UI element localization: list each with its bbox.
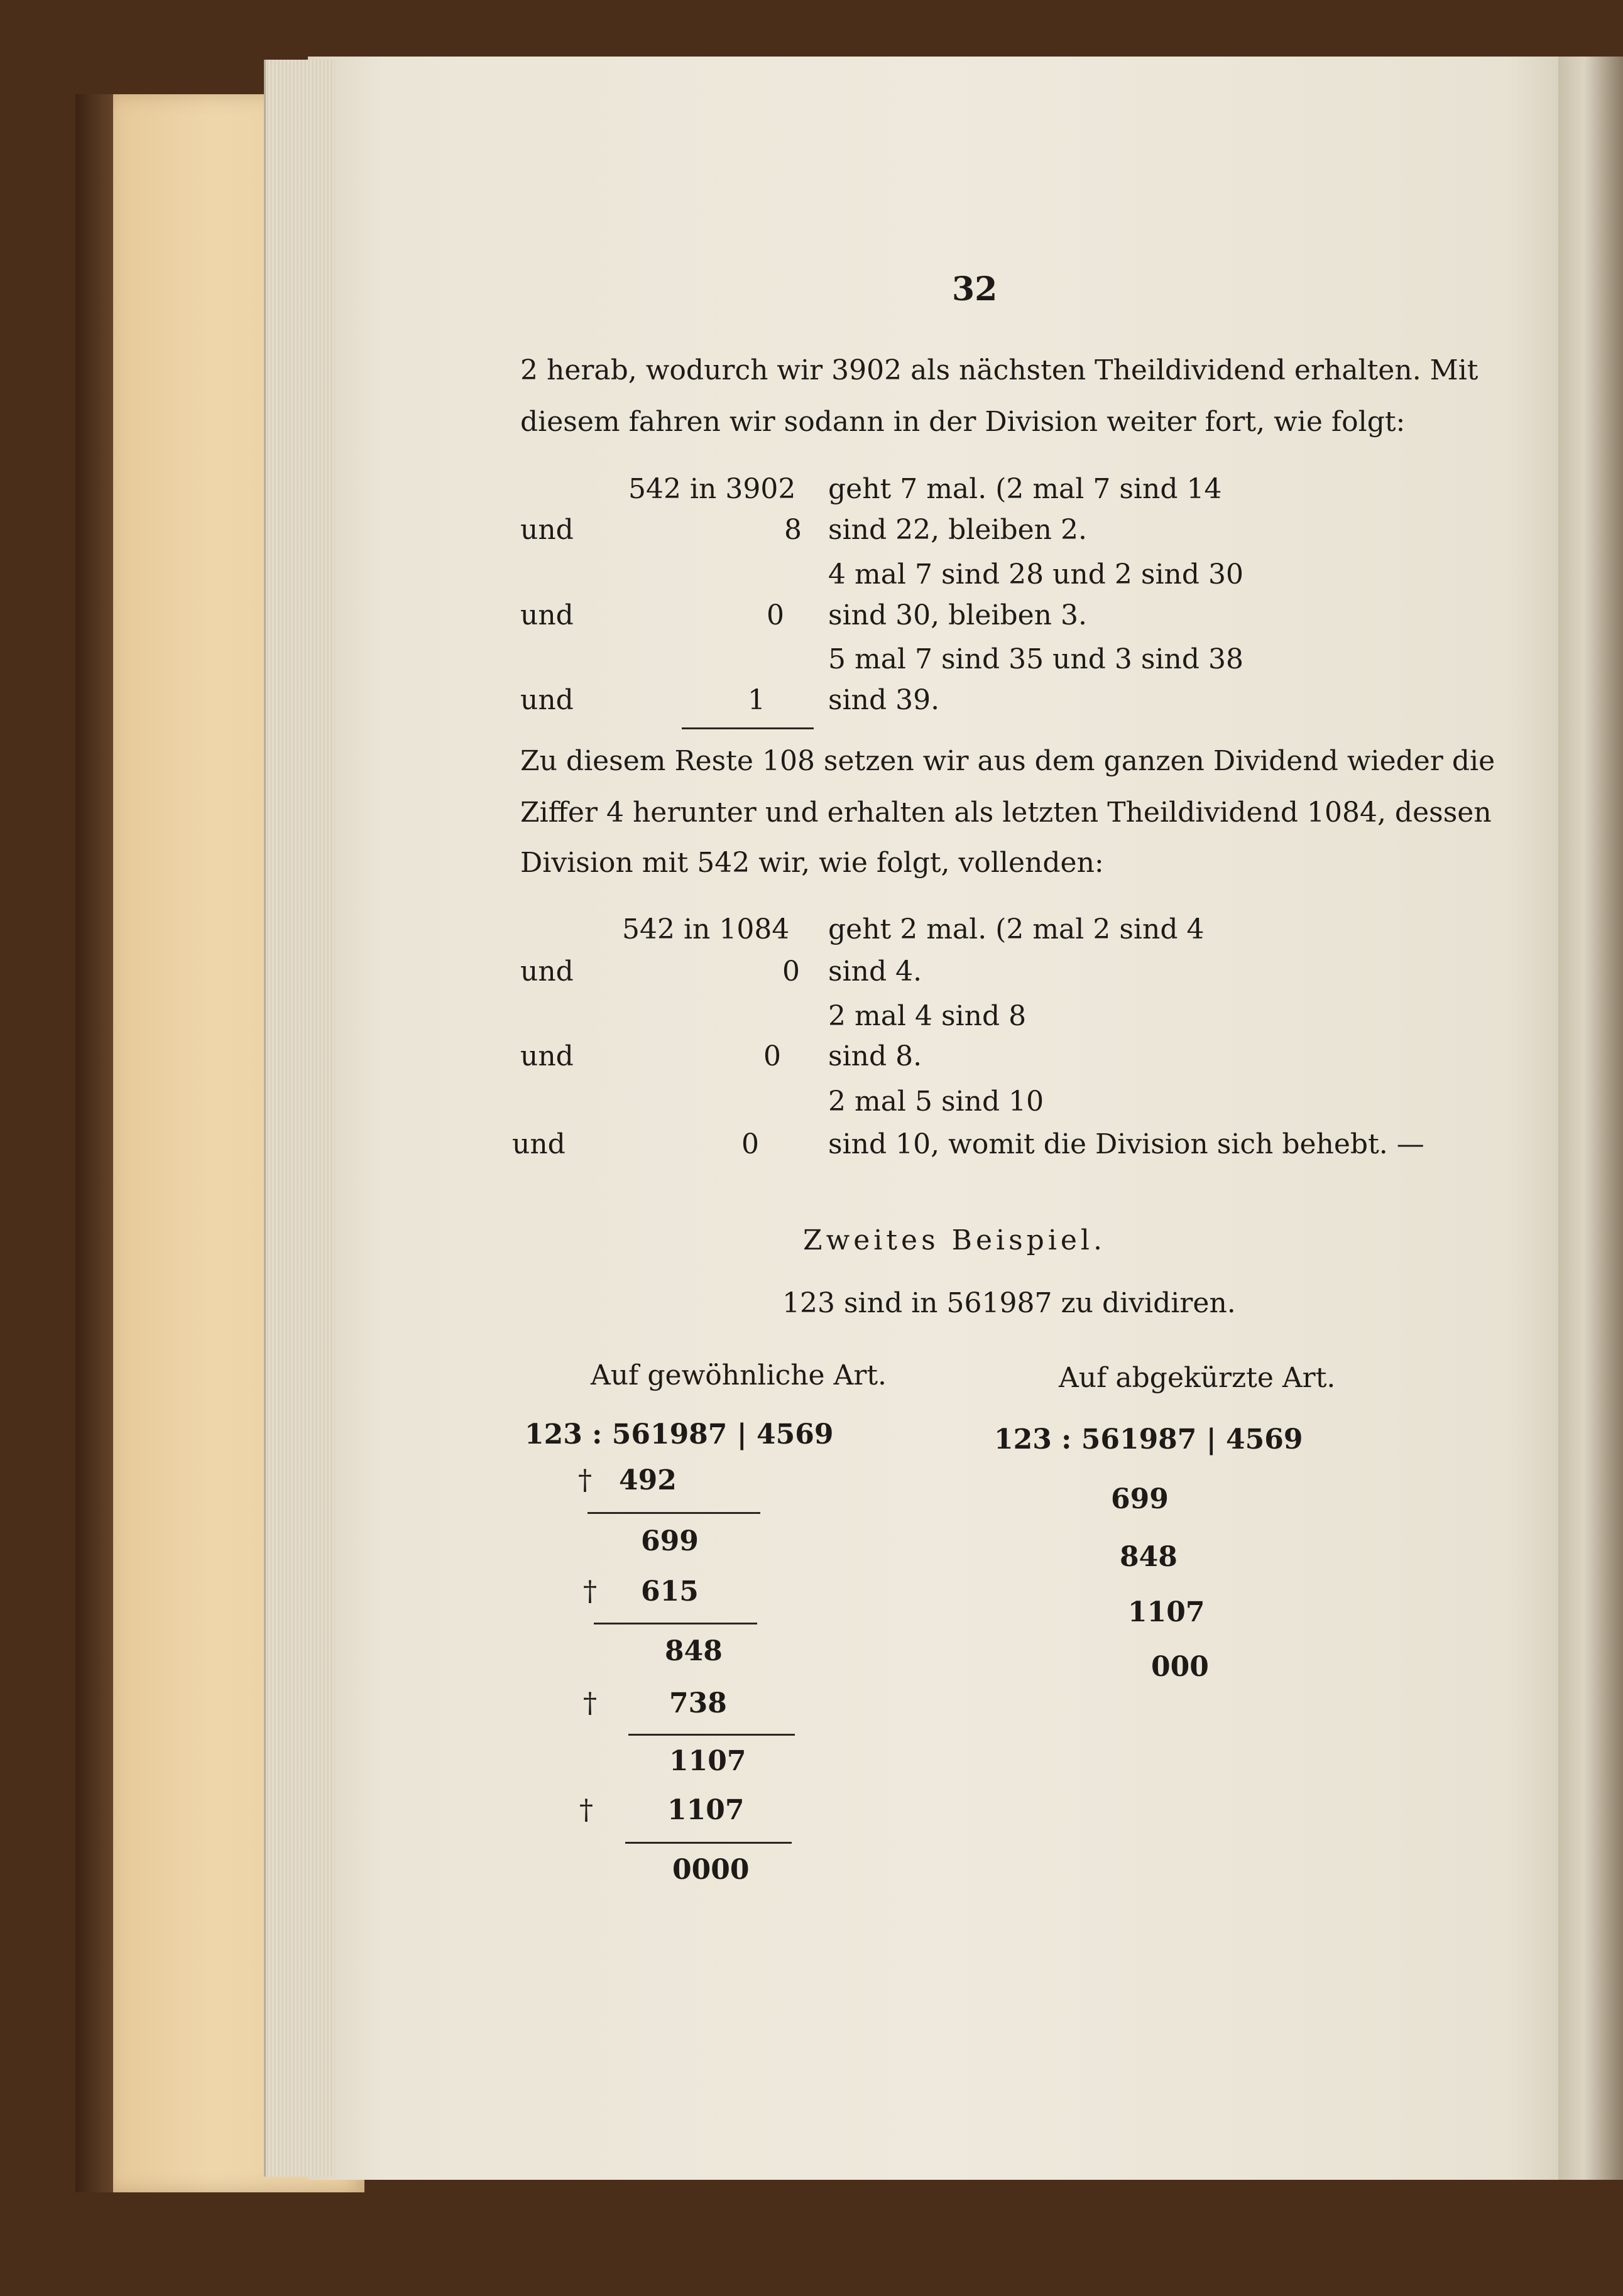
subtract-sign: †	[583, 1687, 597, 1719]
page-number: 32	[952, 270, 998, 308]
division-row-mid: 0	[767, 599, 784, 631]
division-row-mid: 542 in 3902	[628, 473, 796, 505]
facing-page-edge	[1558, 57, 1623, 2180]
subtract-sign: †	[579, 1794, 593, 1826]
example-heading: Zweites Beispiel.	[803, 1224, 1106, 1256]
division-row-mid: 0	[782, 955, 800, 987]
ordinary-value: 738	[669, 1687, 727, 1719]
paragraph-line: diesem fahren wir sodann in der Division weiter fort, wie folgt:	[520, 406, 1406, 438]
division-row-text: sind 39.	[828, 684, 940, 716]
division-row-text: sind 10, womit die Division sich behebt. —	[828, 1128, 1424, 1160]
abbreviated-header: 123 : 561987 | 4569	[994, 1423, 1303, 1455]
division-row-text: sind 30, bleiben 3.	[828, 599, 1087, 631]
division-row-mid: 0	[763, 1040, 781, 1072]
ordinary-value: 699	[641, 1525, 699, 1557]
ordinary-header: 123 : 561987 | 4569	[525, 1418, 834, 1450]
example-task: 123 sind in 561987 zu dividiren.	[782, 1287, 1236, 1319]
division-row-und: und	[520, 684, 574, 716]
division-row-mid: 8	[784, 514, 802, 546]
ordinary-value: 0000	[672, 1854, 750, 1886]
division-row-und: und	[520, 1040, 574, 1072]
abbreviated-value: 000	[1151, 1651, 1209, 1683]
abbreviated-value: 848	[1120, 1541, 1178, 1573]
division-row-mid: 1	[748, 684, 765, 716]
ordinary-value: 615	[641, 1575, 699, 1608]
ordinary-value: 1107	[669, 1745, 746, 1777]
division-row-und: und	[520, 514, 574, 546]
division-row-und: und	[520, 955, 574, 987]
division-row-mid: 0	[741, 1128, 759, 1160]
division-row-mid: 542 in 1084	[622, 913, 790, 945]
division-row-und: und	[512, 1128, 566, 1160]
abbreviated-value: 699	[1111, 1483, 1169, 1515]
division-row-text: sind 4.	[828, 955, 922, 987]
division-row-text: geht 2 mal. (2 mal 2 sind 4	[828, 913, 1205, 945]
division-row-text: 5 mal 7 sind 35 und 3 sind 38	[828, 643, 1244, 675]
ordinary-title: Auf gewöhnliche Art.	[591, 1359, 887, 1391]
division-row-text: geht 7 mal. (2 mal 7 sind 14	[828, 473, 1222, 505]
subtract-sign: †	[578, 1464, 592, 1496]
division-row-text: 2 mal 4 sind 8	[828, 1000, 1027, 1032]
ordinary-value: 1107	[667, 1794, 745, 1826]
paragraph-line: 2 herab, wodurch wir 3902 als nächsten Theildividend erhalten. Mit	[520, 354, 1478, 386]
ordinary-rule	[587, 1512, 760, 1514]
ordinary-rule	[625, 1842, 792, 1844]
ordinary-value: 492	[619, 1464, 677, 1496]
subtract-sign: †	[583, 1575, 597, 1608]
paragraph-line: Ziffer 4 herunter und erhalten als letzten Theildividend 1084, dessen	[520, 797, 1492, 829]
division-row-text: 4 mal 7 sind 28 und 2 sind 30	[828, 558, 1244, 590]
abbreviated-title: Auf abgekürzte Art.	[1059, 1362, 1336, 1394]
division-row-text: sind 22, bleiben 2.	[828, 514, 1087, 546]
paragraph-line: Zu diesem Reste 108 setzen wir aus dem ganzen Dividend wieder die	[520, 745, 1495, 777]
ordinary-rule	[594, 1623, 757, 1624]
division-row-und: und	[520, 599, 574, 631]
abbreviated-value: 1107	[1128, 1596, 1205, 1628]
division-row-text: 2 mal 5 sind 10	[828, 1085, 1044, 1118]
division-rule	[682, 727, 814, 729]
ordinary-rule	[628, 1734, 795, 1736]
division-row-text: sind 8.	[828, 1040, 922, 1072]
ordinary-value: 848	[665, 1635, 723, 1667]
paragraph-line: Division mit 542 wir, wie folgt, vollenden:	[520, 847, 1104, 879]
page-stack	[264, 60, 335, 2177]
